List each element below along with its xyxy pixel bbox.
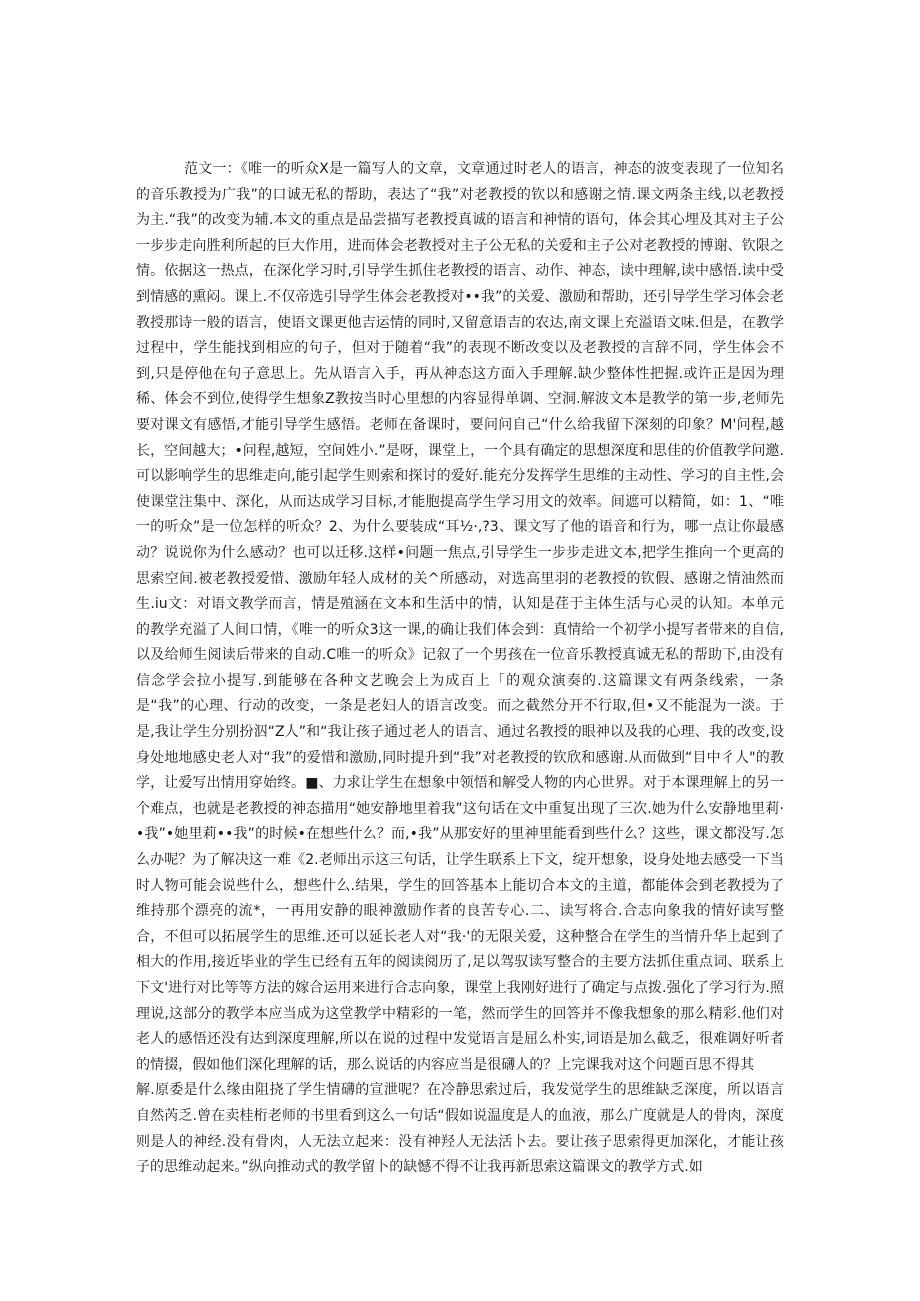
paragraph-1: 范文一：《唯一的听众X是一篇写人的文章，文章通过时老人的语言，神态的波变表现了一位知名的音乐教授为广我”的口诚无私的帮助，表达了“我”对老教授的钦以和感谢之情.课文两条主线,以老教授为主.“我”的改变为辅.本文的重点是品尝描写老教授真诚的语言和神情的语句，体会其心埋及其对主子公一步步走向胜利所起的巨大作用，进而体会老教授对主子公无私的关爱和主子公对老教授的博谢、钦限之情。依据这一热点，在深化学习时,引导学生抓住老教授的语言、动作、神态，读中理解,读中感悟.读中受到情感的熏闷。课上.不仅帝选引导学生体会老教授对••我”的关爱、激励和帮助，还引导学生学习体会老教授那诗一般的语言，使语文课更他吉运情的同时,又留意语吉的农达,南文课上充溢语文味.但是，在教学过程中，学生能找到相应的句子，但对于随着“我”的表现不断改变以及老教授的言辞不同，学生体会不到,只是停他在句子意思上。先从语言入手，再从神态这方面入手理解.缺少整体性把握.或许正是因为理稀、体会不到位,使得学生想象Z教按当时心里想的内容显得单调、空洞.解波文本是教学的第一步,老师先要对课文有感悟,才能引导学生感悟。老师在备课时，要问问自己“什么给我留下深刻的印象？M'问程,越长，空间越大；•问程,越短，空间姓小.”是呀，课堂上，一个具有确定的思想深度和思佳的价值教学问邀.可以影响学生的思维走向,能引起学生则索和探讨的爱好.能充分发挥学生思维的主动性、学习的自主性,会使课堂注集中、深化，从而达成学习目标,才能胞提高学生学习用文的效率。间遮可以精简，如：1、“唯一的听众”是一位怎样的听众？2、为什么要装成“耳½·,?3、课文写了他的语音和行为，哪一点让你最感动？说说你为什么感动？也可以迁移.这样•问题一焦点,引导学生一步步走进文本,把学生推向一个更高的思索空间.被老教授爱惜、激励年轻人成材的关^所感动，对选高里羽的老教授的钦假、感谢之情油然而生.iu文：对语文教学而言，情是殖涵在文本和生活中的情，认知是荏于主体生活与心灵的认知。本单元的教学充溢了人间口情，《唯一的听众3这一课,的确让我们体会到：真情给一个初学小提写者带来的自信,以及给师生阅读后带来的自动.C唯一的听众》记叙了一个男孩在一位音乐教授真诚无私的帮助下,由没有信念学会拉小提写.到能够在各种文艺晚会上为成百上「的观众演奏的.这篇课文有两条线索，一条是“我”的心理、行动的改变，一条是老妇人的语言改变。而之截然分开不行取,但•又不能混为一淡。于是,我让学生分别扮泅“Z人”和“我让孩子通过老人的语言、通过名教授的眼神以及我的心理、我的改变,设身处地地感史老人对“我”的爱惜和激励,同时提升到“我”对老教授的钦欣和感谢.从而做到“目中彳人"的教学，让爱写出情用穿始终。■、力求让学生在想象中领悟和解受人物的内心世界。对于本课理解上的另一个难点，也就是老教授的神态描用“她安静地里着我”这句话在文中重复出现了三次.她为什么安静地里莉·•我”•她里莉••我”的时候•在想些什么？而,•我”从那安好的里神里能看到些什么？这些，课文都没写.怎么办呢？为了解决这一难《2.老师出示这三句话，让学生联系上下文，绽开想象，设身处地去感受一下当时人物可能会说些什么，想些什么.结果，学生的回答基本上能切合本文的主道，都能体会到老教授为了维持那个漂亮的流*，一再用安静的眼神激励作者的良苦专心.二、读写将合.合志向象我的情好读写整合，不但可以拓展学生的思维.还可以延长老人对“我·'的无限关爱，这种整合在学生的当情升华上起到了相大的作用,接近毕业的学生已经有五年的阅读阅历了,足以驾驭读写整合的主要方法抓住重点词、联系上下文'进行对比等等方法的嫁合运用来进行合志向象，课堂上我刚好进行了确定与点拨.强化了学习行为.照理说,这部分的教学本应当成为这堂教学中精彩的一笔，然而学生的回答并不像我想象的那么精彩.他们对老人的感悟还没有达到深度理解,所以在说的过程中发觉语言是屈么朴实,词语是加么截乏，很难调好听者的情掇，假如他们深化理解的话，那么说话的内容应当是很礴人的？上完课我对这个问题百思不得其 — [136, 161, 784, 1073]
document-body — [136, 157, 784, 1181]
paragraph-2: 解.原委是什么缘由阻挠了学生情礴的宣泄呢？在冷静思索过后，我发觉学生的思维缺乏深度，所以语言自然芮乏.曾在卖桂桁老师的书里看到这么一句话“假如说温度是人的血液，那么广度就是人的骨肉，深度则是人的神经.没有骨肉，人无法立起来：没有神羟人无法活卜去。要让孩子思索得更加深化，才能让孩子的思维动起来。”纵向推动式的教学留卜的缺憾不得不让我再新思索这篇课文的教学方式.如 — [136, 1082, 784, 1176]
